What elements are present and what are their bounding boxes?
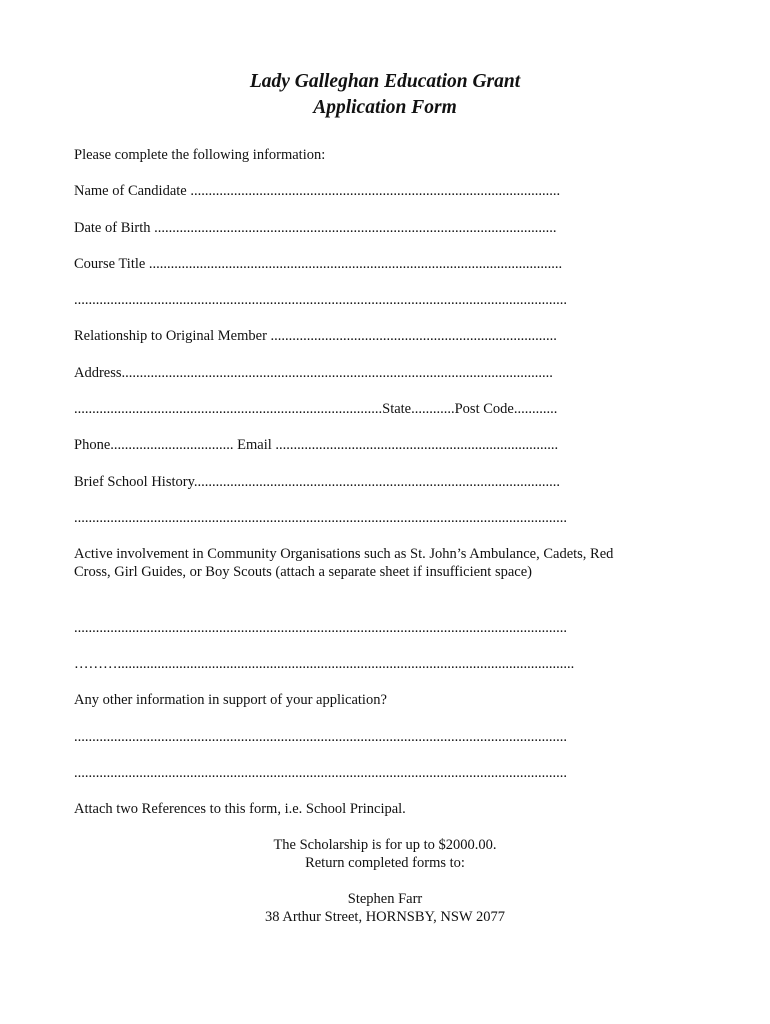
field-course-title: Course Title .................................................................................................................. <box>74 256 563 272</box>
field-school-history-continuation: ........................................................................................................................................ <box>74 510 567 526</box>
field-school-history: Brief School History..................................................................................................... <box>74 474 561 490</box>
form-title-line1: Lady Galleghan Education Grant <box>249 71 521 92</box>
return-instruction: Return completed forms to: <box>305 855 465 871</box>
field-community-line-1: ........................................................................................................................................ <box>74 620 567 636</box>
intro-text: Please complete the following information: <box>74 147 326 163</box>
contact-name: Stephen Farr <box>347 891 423 907</box>
field-course-title-continuation: ........................................................................................................................................ <box>74 292 567 308</box>
field-date-of-birth: Date of Birth ............................................................................................................... <box>74 220 557 236</box>
field-relationship: Relationship to Original Member ............................................................................... <box>74 328 557 344</box>
field-other-info-line-2: ........................................................................................................................................ <box>74 765 567 781</box>
field-name-of-candidate: Name of Candidate ...................................................................................................... <box>74 183 561 199</box>
other-info-prompt: Any other information in support of your application? <box>74 692 387 708</box>
field-address-state-postcode: .....................................................................................State............Post Code............ <box>74 401 558 417</box>
field-phone-email: Phone.................................. Email .............................................................................. <box>74 437 559 453</box>
scholarship-amount: The Scholarship is for up to $2000.00. <box>273 837 497 853</box>
references-instruction: Attach two References to this form, i.e. School Principal. <box>74 801 406 817</box>
field-address: Address....................................................................................................................... <box>74 365 553 381</box>
form-title-line2: Application Form <box>313 97 457 118</box>
field-community-line-2: ……….............................................................................................................................. <box>74 656 575 672</box>
field-other-info-line-1: ........................................................................................................................................ <box>74 729 567 745</box>
contact-address: 38 Arthur Street, HORNSBY, NSW 2077 <box>265 909 505 925</box>
community-involvement-prompt: Active involvement in Community Organisations such as St. John’s Ambulance, Cadets, Red Cross, Girl Guides, or Boy Scouts (attach a separate sheet if insufficient space) <box>74 546 614 580</box>
